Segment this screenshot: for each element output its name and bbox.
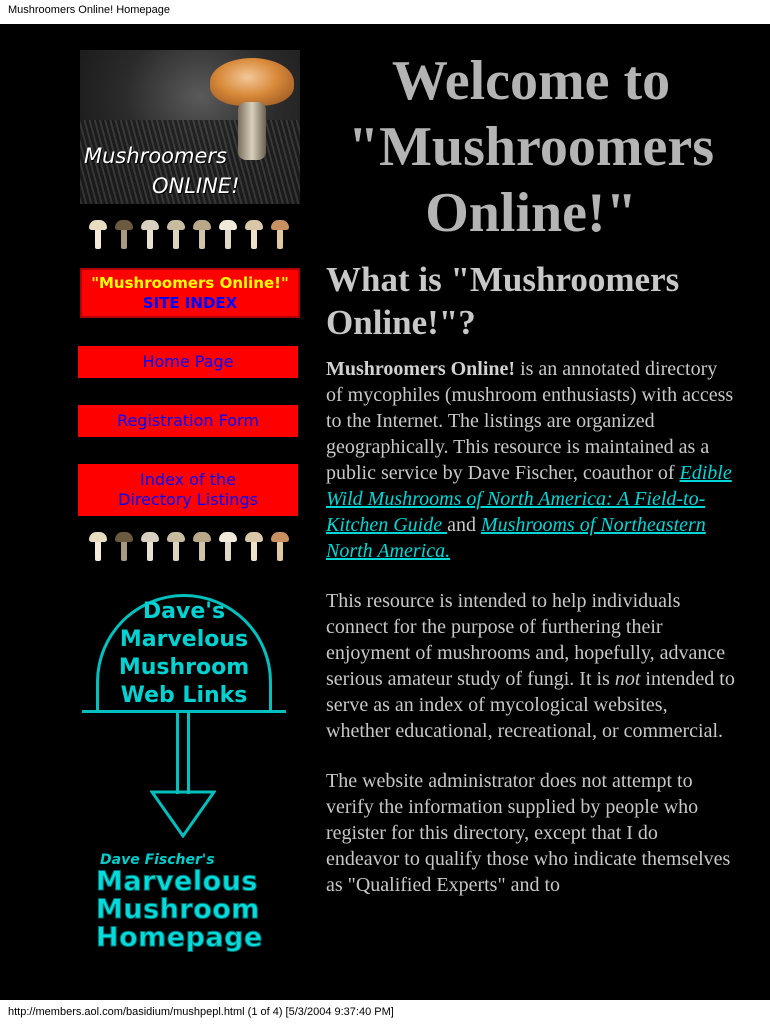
mushroom-stem-icon (95, 229, 101, 249)
site-logo[interactable] (80, 50, 300, 204)
site-index-line1: "Mushroomers Online!" (91, 274, 289, 292)
site-index-line2: SITE INDEX (142, 294, 238, 312)
purpose-emphasis: not (614, 668, 641, 690)
mushroom-stem-icon (147, 541, 153, 561)
mushroom-cap-icon (141, 532, 159, 542)
directory-index-line2: Directory Listings (118, 490, 258, 509)
mushroom-stem-icon (277, 229, 283, 249)
mushroom-stem-icon (147, 229, 153, 249)
mushroom-icon (192, 530, 212, 562)
intro-text: is an annotated directory of mycophiles (mushroom enthusiasts) with access to the Internet. The listings are organized geographically. This resource is maintained as a public service by Dave Fischer, coauthor of (326, 358, 734, 484)
mushroom-stem-icon (95, 541, 101, 561)
marvelous-line2: Mushroom (96, 894, 260, 925)
mushroom-stem-icon (251, 541, 257, 561)
mushroom-icon (114, 530, 134, 562)
mushroom-cap-icon (115, 532, 133, 542)
mushroom-icon (88, 530, 108, 562)
mushroom-cap-icon (89, 532, 107, 542)
page-title-line1: Welcome to (391, 50, 671, 112)
mushroom-cap-icon (167, 220, 185, 230)
mushroom-cap-icon (141, 220, 159, 230)
mushroom-stem-icon (173, 541, 179, 561)
mushroom-stem-icon (121, 229, 127, 249)
mushroom-icon (244, 218, 264, 250)
web-links-line3: Mushroom (118, 655, 250, 680)
mushroom-stem-icon (199, 229, 205, 249)
logo-text-line2: ONLINE! (152, 174, 240, 198)
mushroom-icon (192, 218, 212, 250)
mushroom-cap-icon (271, 220, 289, 230)
page-title-line2: "Mushroomers (347, 116, 715, 178)
down-arrow-icon (150, 790, 216, 838)
page-title (326, 48, 736, 246)
mushroom-icon (218, 530, 238, 562)
mushroom-icon (114, 218, 134, 250)
mushroom-cap-icon (219, 532, 237, 542)
mushroom-stem-icon (173, 229, 179, 249)
mushroom-cap-art (210, 58, 294, 106)
disclaimer-paragraph: The website administrator does not attempt to verify the information supplied by people who register for this directory, except that I do endeavor to qualify those who indicate themselves as "Qualified Experts" and to (326, 770, 731, 896)
mushroom-icon (140, 530, 160, 562)
registration-form-link[interactable]: Registration Form (78, 405, 298, 437)
main-content (326, 24, 736, 898)
mushroom-icon (88, 218, 108, 250)
purpose-text-b: intended to serve as an index of mycological websites, whether educational, recreational, or commercial. (326, 668, 735, 742)
purpose-text-a: This resource is intended to help individuals connect for the purpose of furthering their enjoyment of mushrooms and, hopefully, advance serious amateur study of fungi. It is (326, 590, 726, 690)
web-links-line4: Web Links (120, 683, 248, 708)
web-links-line1: Dave's (142, 599, 226, 624)
page-body (0, 24, 770, 1000)
mushroom-cap-icon (193, 220, 211, 230)
mushroom-icon (140, 218, 160, 250)
mushroom-cap-icon (219, 220, 237, 230)
web-links-sign-text[interactable] (96, 598, 272, 710)
northeastern-mushrooms-link[interactable]: Mushrooms of Northeastern North America. (326, 514, 706, 562)
mushroom-stem-art (238, 102, 266, 160)
mushroom-icon (244, 530, 264, 562)
page-title-line3: Online!" (425, 182, 637, 244)
intro-paragraph (326, 356, 736, 564)
marvelous-line1: Marvelous (96, 866, 258, 897)
purpose-paragraph (326, 588, 736, 744)
print-header: Mushroomers Online! Homepage (8, 4, 171, 16)
mushroom-cap-icon (115, 220, 133, 230)
mushroom-icon (270, 218, 290, 250)
logo-text-line1: Mushroomers (84, 144, 227, 168)
mushroom-icon (218, 218, 238, 250)
mushroom-stem-icon (199, 541, 205, 561)
mushroom-cap-icon (89, 220, 107, 230)
marvelous-line3: Homepage (96, 922, 263, 953)
site-name-bold: Mushroomers Online! (326, 358, 516, 380)
mushroom-stem-icon (121, 541, 127, 561)
mushroom-stem-icon (277, 541, 283, 561)
mushroom-divider-top (88, 216, 294, 250)
mushroom-icon (166, 530, 186, 562)
home-page-link[interactable]: Home Page (78, 346, 298, 378)
marvelous-homepage-logo[interactable] (96, 852, 286, 952)
print-footer: http://members.aol.com/basidium/mushpepl.html (1 of 4) [5/3/2004 9:37:40 PM] (8, 1006, 394, 1018)
mushroom-cap-icon (193, 532, 211, 542)
mushroom-cap-icon (245, 220, 263, 230)
section-heading: What is "Mushroomers Online!"? (326, 260, 680, 342)
edible-wild-mushrooms-link[interactable]: Edible Wild Mushrooms of North America: A Field-to-Kitchen Guide (326, 462, 732, 536)
directory-index-line1: Index of the (140, 470, 236, 489)
mushroom-icon (270, 530, 290, 562)
marvelous-byline: Dave Fischer's (100, 852, 215, 868)
intro-and: and (447, 514, 481, 536)
mushroom-divider-bottom (88, 528, 294, 562)
mushroom-cap-icon (245, 532, 263, 542)
web-links-line2: Marvelous (119, 627, 249, 652)
mushroom-stem-icon (225, 541, 231, 561)
mushroom-icon (166, 218, 186, 250)
mushroom-stem-icon (251, 229, 257, 249)
arrow-shaft (176, 712, 190, 794)
mushroom-stem-icon (225, 229, 231, 249)
directory-index-link[interactable] (78, 464, 298, 516)
site-index-button[interactable] (80, 268, 300, 318)
mushroom-cap-icon (271, 532, 289, 542)
mushroom-cap-icon (167, 532, 185, 542)
